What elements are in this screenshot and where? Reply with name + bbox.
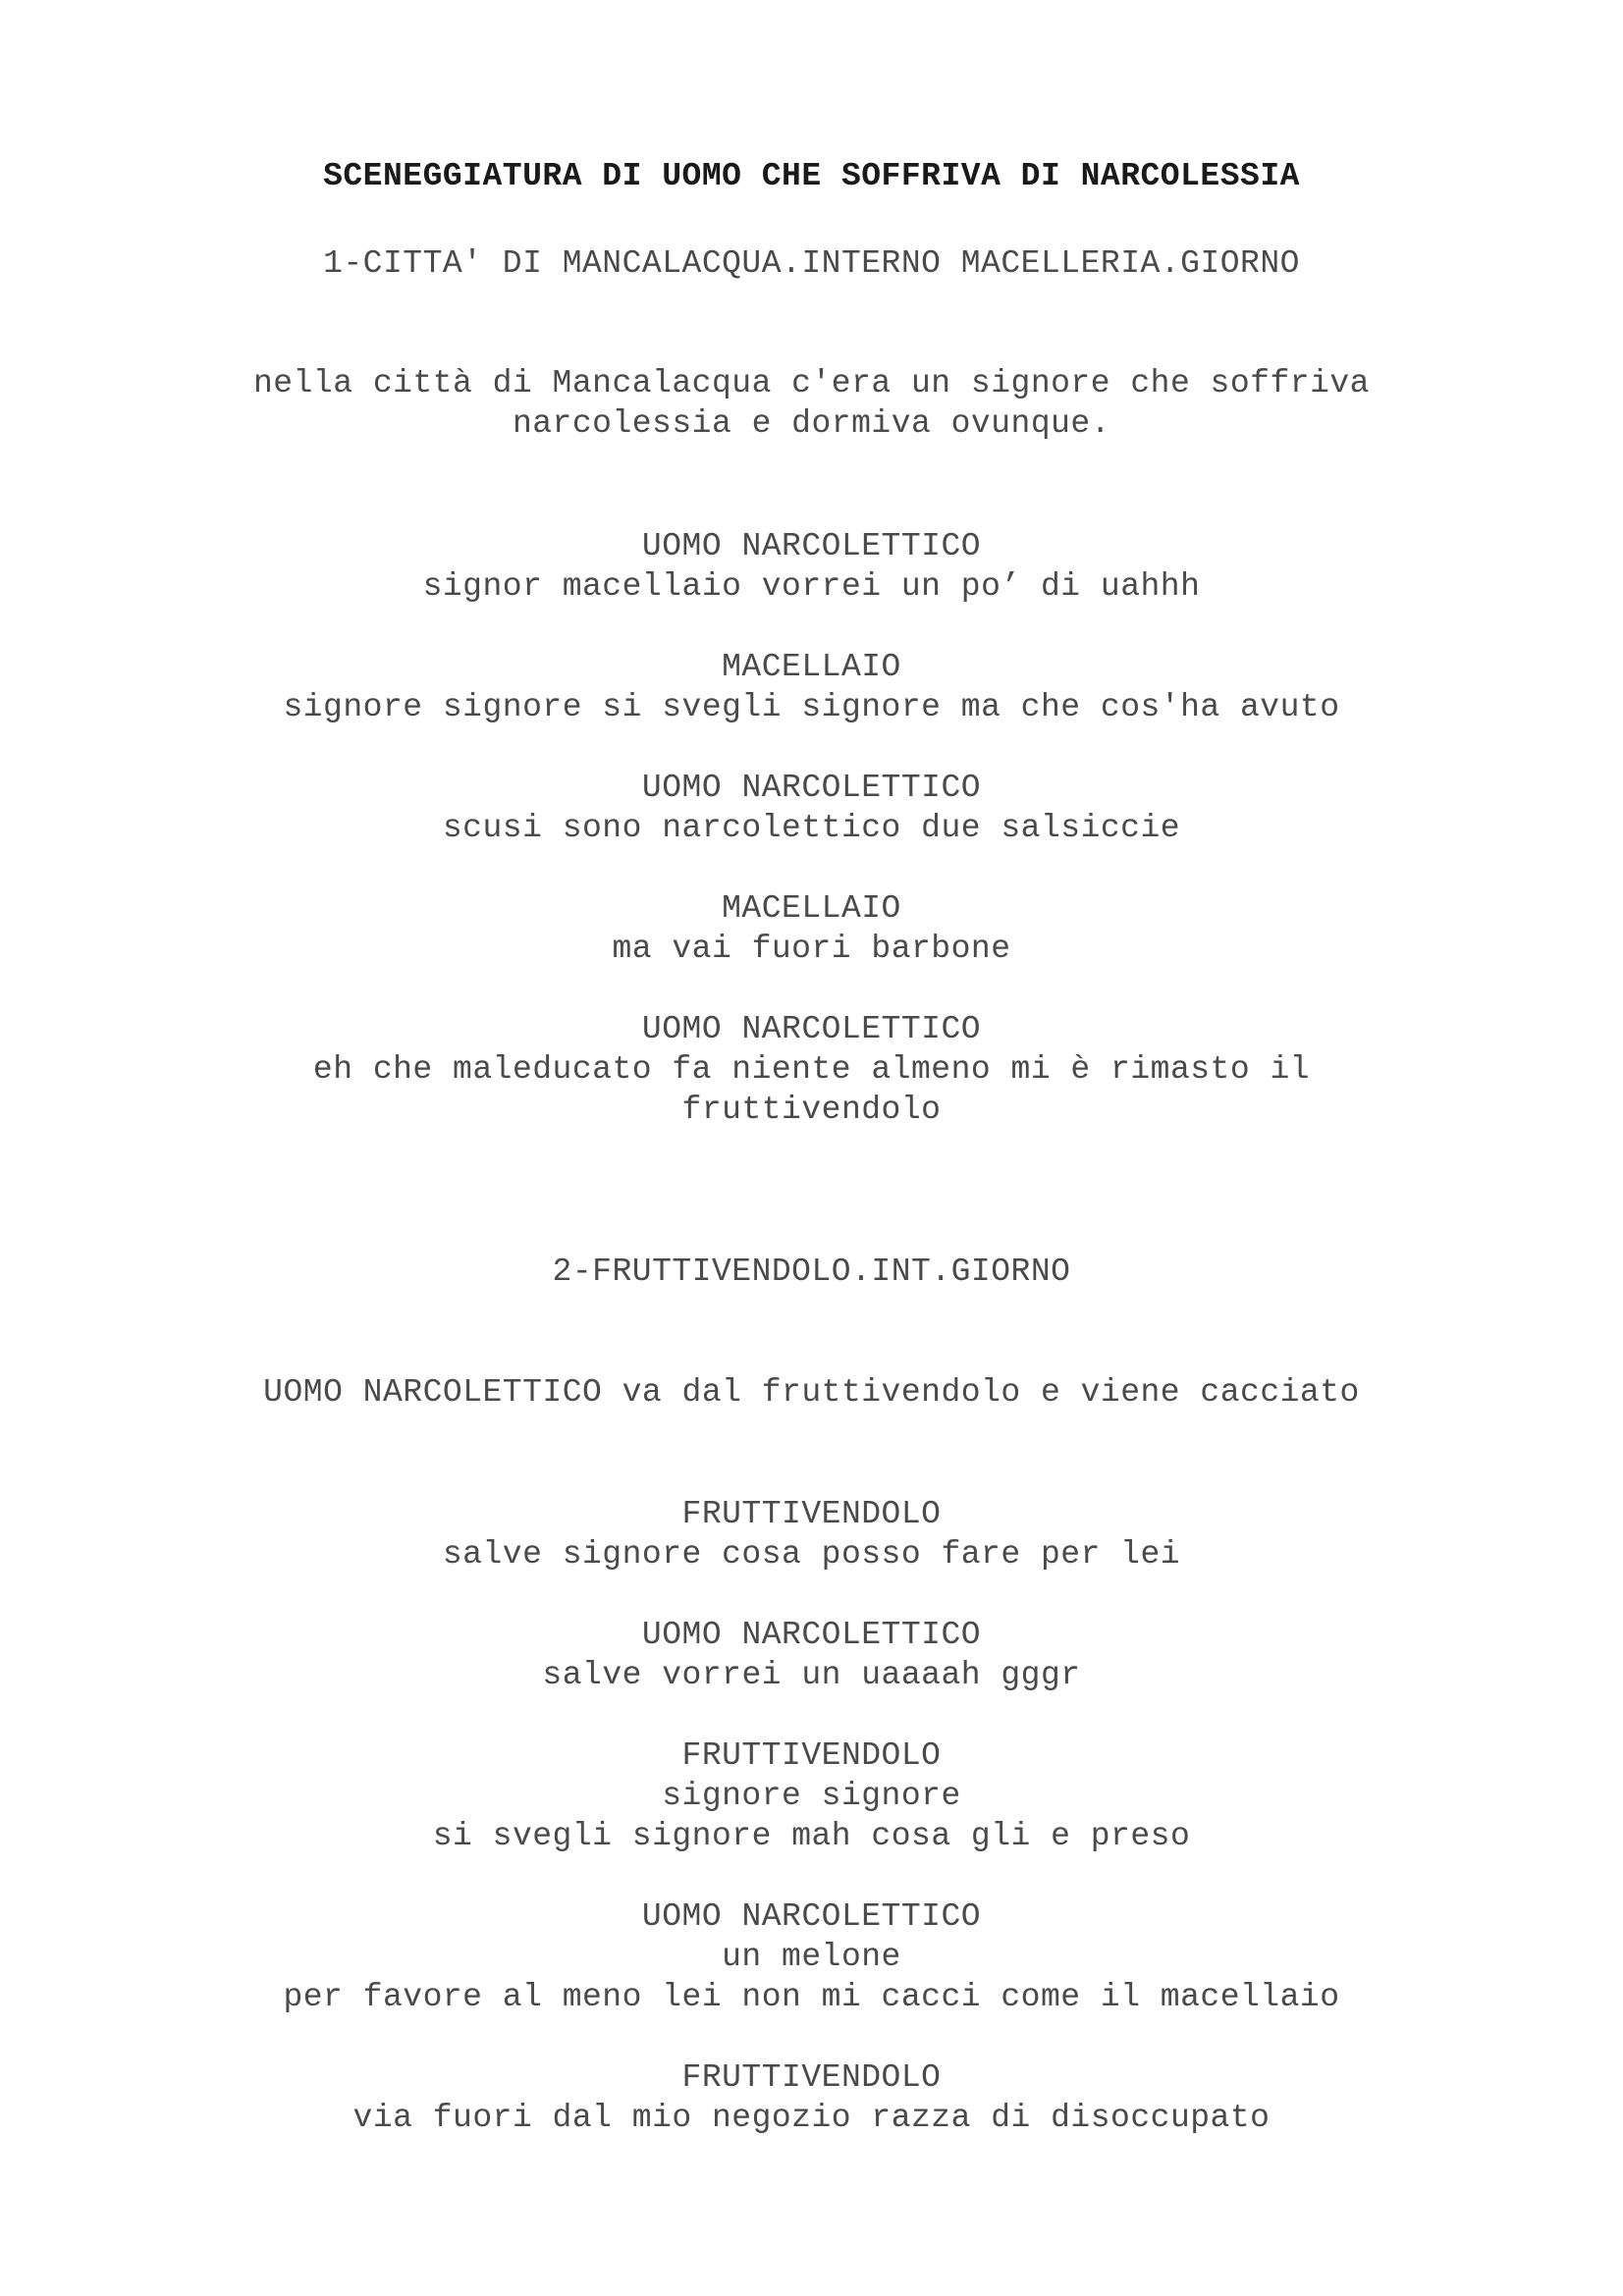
scene-heading-2: 2-FRUTTIVENDOLO.INT.GIORNO [552, 1254, 1071, 1290]
dialogue-line: si svegli signore mah cosa gli e preso [432, 1818, 1191, 1854]
dialogue-line: eh che maleducato fa niente almeno mi è rimasto il [312, 1051, 1311, 1088]
dialogue-line: un melone [722, 1939, 901, 1975]
action-line: narcolessia e dormiva ovunque. [512, 405, 1111, 442]
dialogue-line: signore signore [662, 1778, 961, 1814]
character-name: FRUTTIVENDOLO [681, 2059, 942, 2096]
character-name: MACELLAIO [722, 649, 901, 685]
dialogue-line: signore signore si svegli signore ma che cos'ha avuto [283, 689, 1340, 725]
character-name: UOMO NARCOLETTICO [641, 1617, 982, 1653]
character-name: UOMO NARCOLETTICO [641, 770, 982, 806]
dialogue-line: salve signore cosa posso fare per lei [442, 1536, 1181, 1573]
dialogue-line: per favore al meno lei non mi cacci come il macellaio [283, 1979, 1340, 2015]
dialogue-line: fruttivendolo [681, 1092, 942, 1128]
character-name: FRUTTIVENDOLO [681, 1737, 942, 1774]
character-name: FRUTTIVENDOLO [681, 1496, 942, 1532]
character-name: UOMO NARCOLETTICO [641, 528, 982, 564]
dialogue-line: salve vorrei un uaaaah gggr [542, 1657, 1081, 1693]
dialogue-line: signor macellaio vorrei un po’ di uahhh [422, 568, 1201, 605]
dialogue-line: ma vai fuori barbone [612, 931, 1011, 967]
action-line: UOMO NARCOLETTICO va dal fruttivendolo e viene cacciato [263, 1374, 1360, 1411]
document-title: SCENEGGIATURA DI UOMO CHE SOFFRIVA DI NARCOLESSIA [323, 158, 1300, 194]
character-name: MACELLAIO [722, 890, 901, 927]
dialogue-line: scusi sono narcolettico due salsiccie [442, 810, 1181, 846]
action-line: nella città di Mancalacqua c'era un signore che soffriva [253, 365, 1370, 401]
character-name: UOMO NARCOLETTICO [641, 1011, 982, 1047]
scene-heading-1: 1-CITTA' DI MANCALACQUA.INTERNO MACELLERIA.GIORNO [323, 245, 1300, 282]
character-name: UOMO NARCOLETTICO [641, 1898, 982, 1935]
dialogue-line: via fuori dal mio negozio razza di disoccupato [352, 2100, 1271, 2136]
